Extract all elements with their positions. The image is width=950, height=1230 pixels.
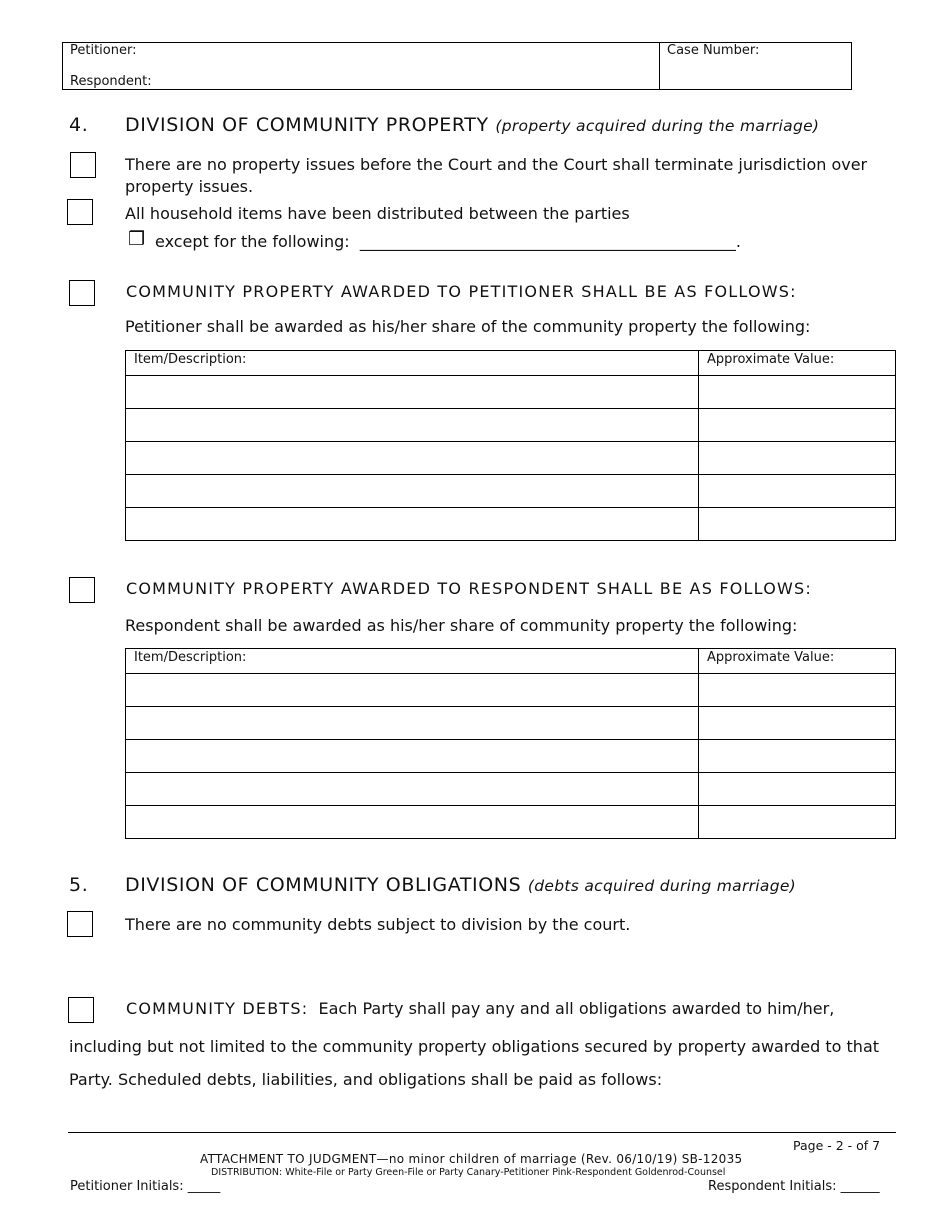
item-cell[interactable] <box>126 376 699 409</box>
item-description-header: Item/Description: <box>126 351 699 376</box>
community-debts-line-1 <box>126 998 834 1020</box>
community-debts-text-3: Party. Scheduled debts, liabilities, and obligations shall be paid as follows: <box>69 1070 663 1089</box>
community-debts-text-2: including but not limited to the community property obligations secured by property awarded to that <box>69 1037 880 1056</box>
section-4-heading <box>125 114 819 136</box>
value-cell[interactable] <box>699 806 896 839</box>
value-cell[interactable] <box>699 674 896 707</box>
item-cell[interactable] <box>126 508 699 541</box>
household-items-checkbox[interactable] <box>67 199 93 225</box>
table-row <box>126 442 896 475</box>
community-debts-text-1: Each Party shall pay any and all obligations awarded to him/her, <box>318 999 835 1018</box>
table-row <box>126 409 896 442</box>
respondent-property-checkbox[interactable] <box>69 577 95 603</box>
page-number: Page - 2 - of 7 <box>793 1138 881 1153</box>
respondent-property-table <box>125 648 896 839</box>
item-cell[interactable] <box>126 740 699 773</box>
value-cell[interactable] <box>699 442 896 475</box>
item-cell[interactable] <box>126 674 699 707</box>
petitioner-property-text: Petitioner shall be awarded as his/her share of the community property the following: <box>125 317 811 336</box>
table-row <box>126 674 896 707</box>
community-debts-heading: COMMUNITY DEBTS: <box>126 999 309 1018</box>
section-4-subtitle: (property acquired during the marriage) <box>495 117 820 135</box>
table-row <box>126 740 896 773</box>
respondent-property-text: Respondent shall be awarded as his/her share of community property the following: <box>125 616 798 635</box>
section-5-heading <box>125 874 796 896</box>
item-cell[interactable] <box>126 409 699 442</box>
table-row <box>126 508 896 541</box>
item-cell[interactable] <box>126 707 699 740</box>
table-header-row <box>126 351 896 376</box>
case-header-divider <box>659 43 660 89</box>
item-cell[interactable] <box>126 773 699 806</box>
table-row <box>126 475 896 508</box>
item-cell[interactable] <box>126 806 699 839</box>
value-cell[interactable] <box>699 475 896 508</box>
item-cell[interactable] <box>126 442 699 475</box>
petitioner-property-table <box>125 350 896 541</box>
value-cell[interactable] <box>699 707 896 740</box>
petitioner-property-heading: COMMUNITY PROPERTY AWARDED TO PETITIONER SHALL BE AS FOLLOWS: <box>126 282 797 301</box>
case-number-label: Case Number: <box>667 43 760 58</box>
table-row <box>126 707 896 740</box>
section-5-subtitle: (debts acquired during marriage) <box>527 877 797 895</box>
approximate-value-header: Approximate Value: <box>699 351 896 376</box>
table-row <box>126 806 896 839</box>
value-cell[interactable] <box>699 409 896 442</box>
petitioner-label: Petitioner: <box>70 43 137 58</box>
petitioner-initials[interactable]: Petitioner Initials: _____ <box>70 1179 221 1194</box>
section-4-title: DIVISION OF COMMUNITY PROPERTY <box>125 114 489 136</box>
value-cell[interactable] <box>699 773 896 806</box>
no-community-debts-checkbox[interactable] <box>67 911 93 937</box>
value-cell[interactable] <box>699 508 896 541</box>
respondent-label: Respondent: <box>70 74 152 89</box>
respondent-property-heading: COMMUNITY PROPERTY AWARDED TO RESPONDENT SHALL BE AS FOLLOWS: <box>126 579 812 598</box>
no-community-debts-text: There are no community debts subject to division by the court. <box>125 915 631 934</box>
except-text: except for the following: _______________________________________________. <box>155 232 741 251</box>
distribution-text: DISTRIBUTION: White-File or Party Green-File or Party Canary-Petitioner Pink-Respondent Goldenrod-Counsel <box>211 1167 726 1178</box>
table-header-row <box>126 649 896 674</box>
item-cell[interactable] <box>126 475 699 508</box>
section-5-number: 5. <box>69 874 89 896</box>
form-title: ATTACHMENT TO JUDGMENT—no minor children of marriage (Rev. 06/10/19) SB-12035 <box>200 1152 743 1166</box>
section-4-number: 4. <box>69 114 89 136</box>
except-checkbox-icon[interactable]: ❒ <box>128 228 146 250</box>
value-cell[interactable] <box>699 740 896 773</box>
value-cell[interactable] <box>699 376 896 409</box>
item-description-header: Item/Description: <box>126 649 699 674</box>
petitioner-property-checkbox[interactable] <box>69 280 95 306</box>
no-property-issues-checkbox[interactable] <box>70 152 96 178</box>
no-property-issues-text: There are no property issues before the Court and the Court shall terminate jurisdiction over property issues. <box>125 155 868 196</box>
approximate-value-header: Approximate Value: <box>699 649 896 674</box>
community-debts-checkbox[interactable] <box>68 997 94 1023</box>
case-header-box <box>62 42 852 90</box>
table-row <box>126 773 896 806</box>
respondent-initials[interactable]: Respondent Initials: ______ <box>708 1179 880 1194</box>
footer-divider <box>68 1132 896 1133</box>
table-row <box>126 376 896 409</box>
section-5-title: DIVISION OF COMMUNITY OBLIGATIONS <box>125 874 522 896</box>
household-items-text: All household items have been distributed between the parties <box>125 204 630 223</box>
